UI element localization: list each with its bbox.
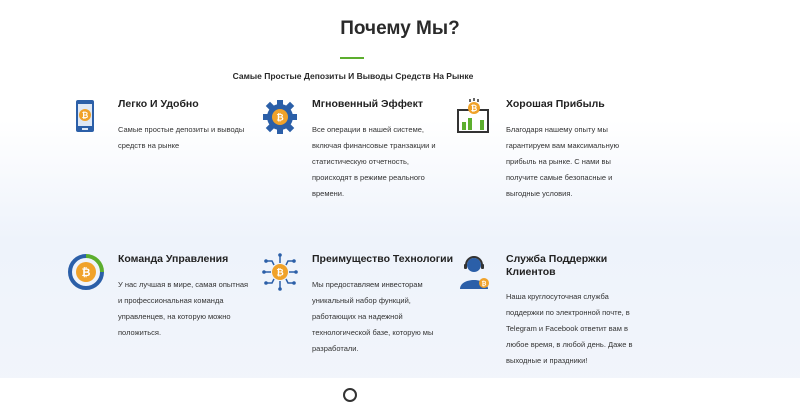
title-underline (340, 57, 364, 59)
feature-instant (262, 98, 462, 208)
support-agent-icon (456, 253, 492, 291)
profit-chart-bitcoin-icon (456, 98, 492, 136)
feature-easy (68, 98, 258, 168)
feature-title: Служба Поддержки Клиентов (506, 253, 608, 278)
feature-technology (262, 253, 462, 363)
svg-text:₿: ₿ (81, 267, 91, 279)
mobile-bitcoin-icon (68, 98, 104, 136)
feature-description: У нас лучшая в мире, самая опытная и профессиональная команда управленцев, на которую можно положиться. (118, 280, 249, 337)
svg-text:₿: ₿ (276, 112, 284, 123)
team-bitcoin-icon (68, 253, 104, 291)
feature-title: Легко И Удобно (118, 98, 199, 110)
feature-description: Самые простые депозиты и выводы средств на рынке (118, 125, 245, 150)
svg-text:₿: ₿ (470, 104, 478, 113)
feature-title: Преимущество Технологии (312, 253, 454, 265)
feature-description: Благодаря нашему опыту мы гарантируем вам максимальную прибыль на рынке. С нами вы получите самые безопасные и выгодные условия. (506, 125, 620, 198)
feature-description: Наша круглосуточная служба поддержки по электронной почте, в Telegram и Facebook ответит вам в любое время, в любой день. Даже в выходные и праздники! (506, 292, 633, 365)
svg-text:₿: ₿ (276, 267, 284, 278)
svg-text:₿: ₿ (481, 281, 487, 288)
feature-profit (456, 98, 656, 208)
feature-team (68, 253, 258, 353)
feature-support (456, 253, 656, 378)
feature-title: Мгновенный Эффект (312, 98, 423, 110)
next-section-band (0, 378, 800, 400)
svg-text:₿: ₿ (81, 111, 89, 120)
section-subtitle: Самые Простые Депозиты И Выводы Средств На Рынке (232, 71, 474, 81)
gear-bitcoin-icon (262, 98, 298, 136)
feature-description: Мы предоставляем инвесторам уникальный набор функций, работающих на надежной технологической базе, которую мы разработали. (312, 280, 434, 353)
feature-title: Хорошая Прибыль (506, 98, 605, 110)
feature-title: Команда Управления (118, 253, 229, 265)
feature-description: Все операции в нашей системе, включая финансовые транзакции и статистическую отчетность, происходят в режиме реального времени. (312, 125, 436, 198)
circuit-bitcoin-icon (262, 253, 298, 291)
section-title: Почему Мы? (340, 18, 460, 39)
